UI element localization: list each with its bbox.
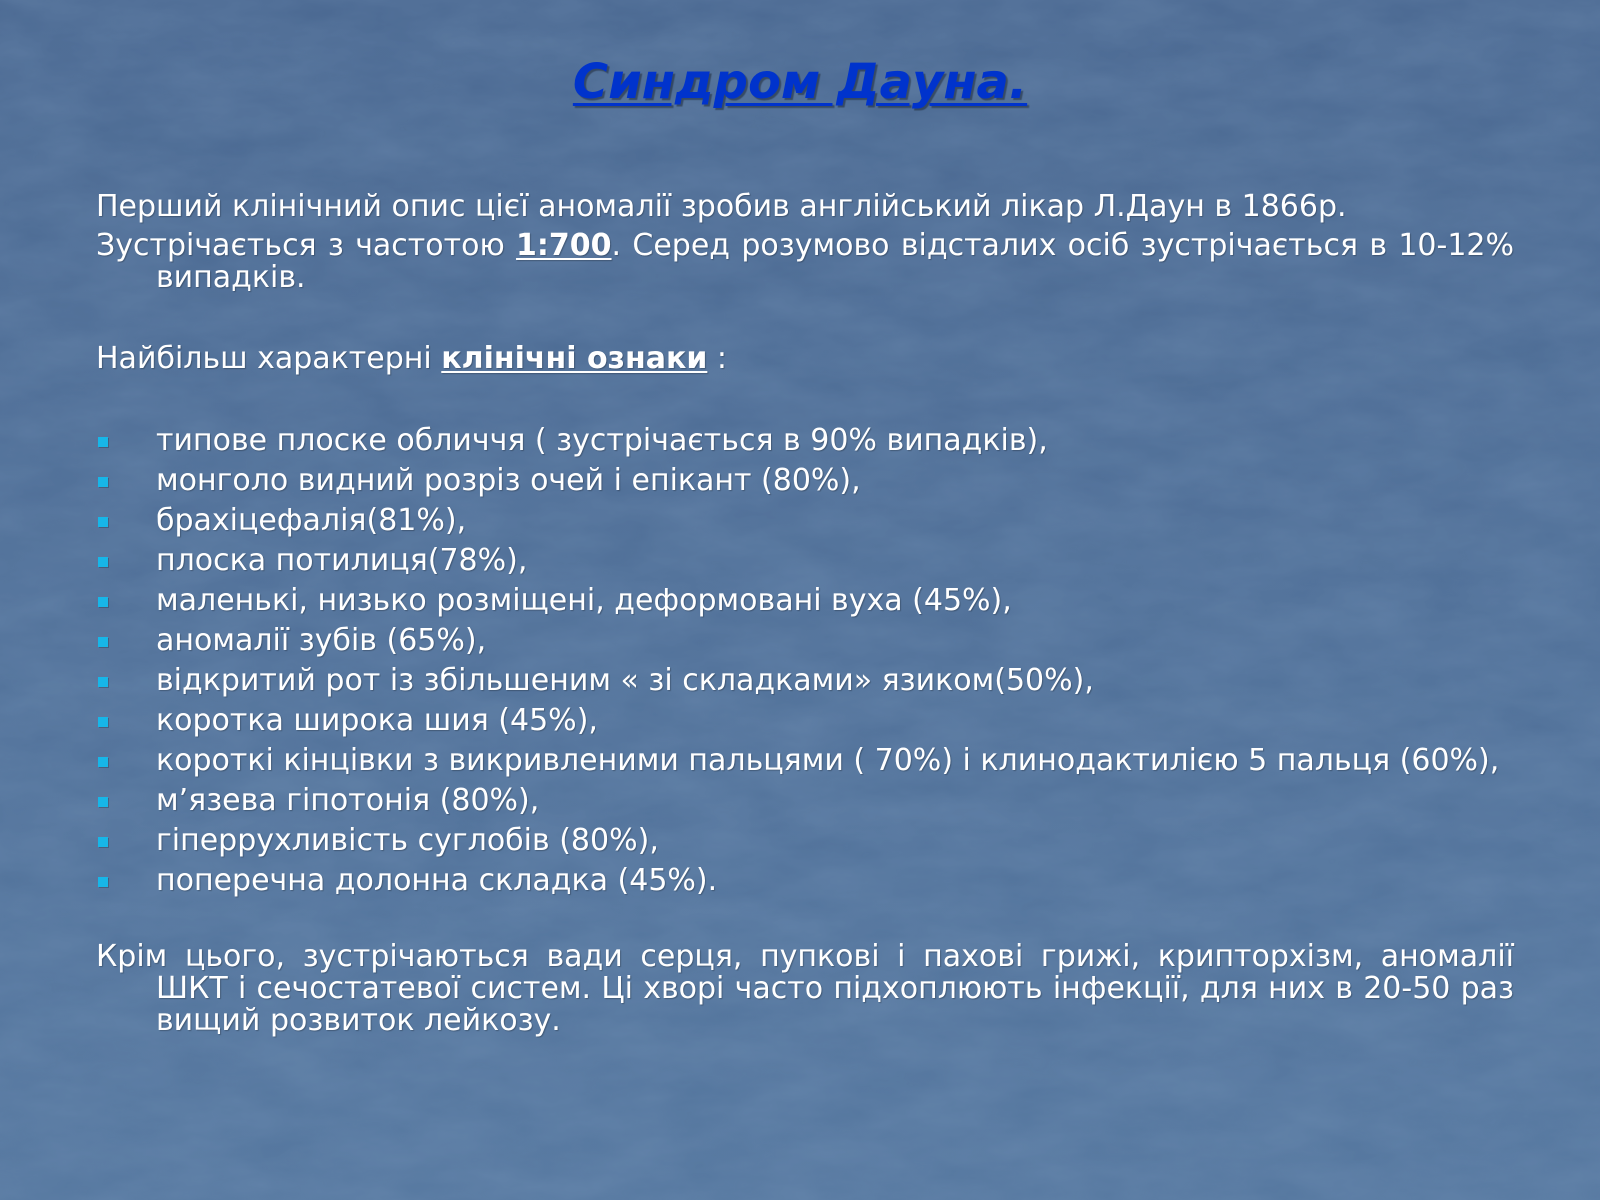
list-item <box>0 661 1600 701</box>
square-bullet-icon <box>98 717 108 727</box>
square-bullet-icon <box>98 517 108 527</box>
intro-history: Перший клінічний опис цієї аномалії зробив англійський лікар Л.Даун в 1866р. <box>96 189 1347 224</box>
square-bullet-icon <box>98 757 108 767</box>
list-item-text: короткі кінцівки з викривленими пальцями ( 70%) і клинодактилією 5 пальця (60%), <box>156 743 1500 778</box>
signs-heading-emphasis: клінічні ознаки <box>441 341 708 376</box>
list-item <box>0 461 1600 501</box>
list-item <box>0 501 1600 541</box>
intro-frequency <box>96 230 1514 294</box>
signs-heading <box>96 343 1454 375</box>
list-item-text: аномалії зубів (65%), <box>156 623 487 658</box>
square-bullet-icon <box>98 437 108 447</box>
slide-title: Синдром Дауна. <box>572 54 1028 110</box>
list-item <box>0 741 1600 781</box>
list-item <box>0 541 1600 581</box>
list-item <box>0 621 1600 661</box>
list-item <box>0 861 1600 901</box>
list-item <box>0 701 1600 741</box>
list-item-text: поперечна долонна складка (45%). <box>156 863 718 898</box>
square-bullet-icon <box>98 477 108 487</box>
list-item-text: гіперрухливість суглобів (80%), <box>156 823 659 858</box>
conclusion-paragraph: Крім цього, зустрічаються вади серця, пупкові і пахові грижі, крипторхізм, аномалії ШКТ і сечостатевої систем. Ці хворі часто підхоплюють інфекції, для них в 20-50 раз вищий розвиток лейкозу. <box>96 939 1514 1038</box>
list-item <box>0 581 1600 621</box>
square-bullet-icon <box>98 677 108 687</box>
list-item-text: коротка широка шия (45%), <box>156 703 598 738</box>
list-item-text: плоска потилиця(78%), <box>156 543 528 578</box>
square-bullet-icon <box>98 557 108 567</box>
list-item <box>0 821 1600 861</box>
square-bullet-icon <box>98 797 108 807</box>
list-item-text: відкритий рот із збільшеним « зі складками» язиком(50%), <box>156 663 1094 698</box>
list-item-text: типове плоске обличчя ( зустрічається в 90% випадків), <box>156 423 1048 458</box>
list-item <box>0 421 1600 461</box>
square-bullet-icon <box>98 597 108 607</box>
list-item <box>0 781 1600 821</box>
square-bullet-icon <box>98 837 108 847</box>
list-item-text: м’язева гіпотонія (80%), <box>156 783 540 818</box>
square-bullet-icon <box>98 637 108 647</box>
square-bullet-icon <box>98 877 108 887</box>
list-item-text: маленькі, низько розміщені, деформовані вуха (45%), <box>156 583 1012 618</box>
list-item-text: монголо видний розріз очей і епікант (80%), <box>156 463 861 498</box>
signs-heading-suffix: : <box>707 341 727 376</box>
frequency-suffix: . Серед розумово відсталих осіб зустрічається в 10-12% випадків. <box>156 228 1515 295</box>
clinical-signs-list <box>0 421 1600 901</box>
signs-heading-prefix: Найбільш характерні <box>96 341 442 376</box>
frequency-prefix: Зустрічається з частотою <box>96 228 517 263</box>
frequency-value: 1:700 <box>516 228 612 263</box>
list-item-text: брахіцефалія(81%), <box>156 503 467 538</box>
